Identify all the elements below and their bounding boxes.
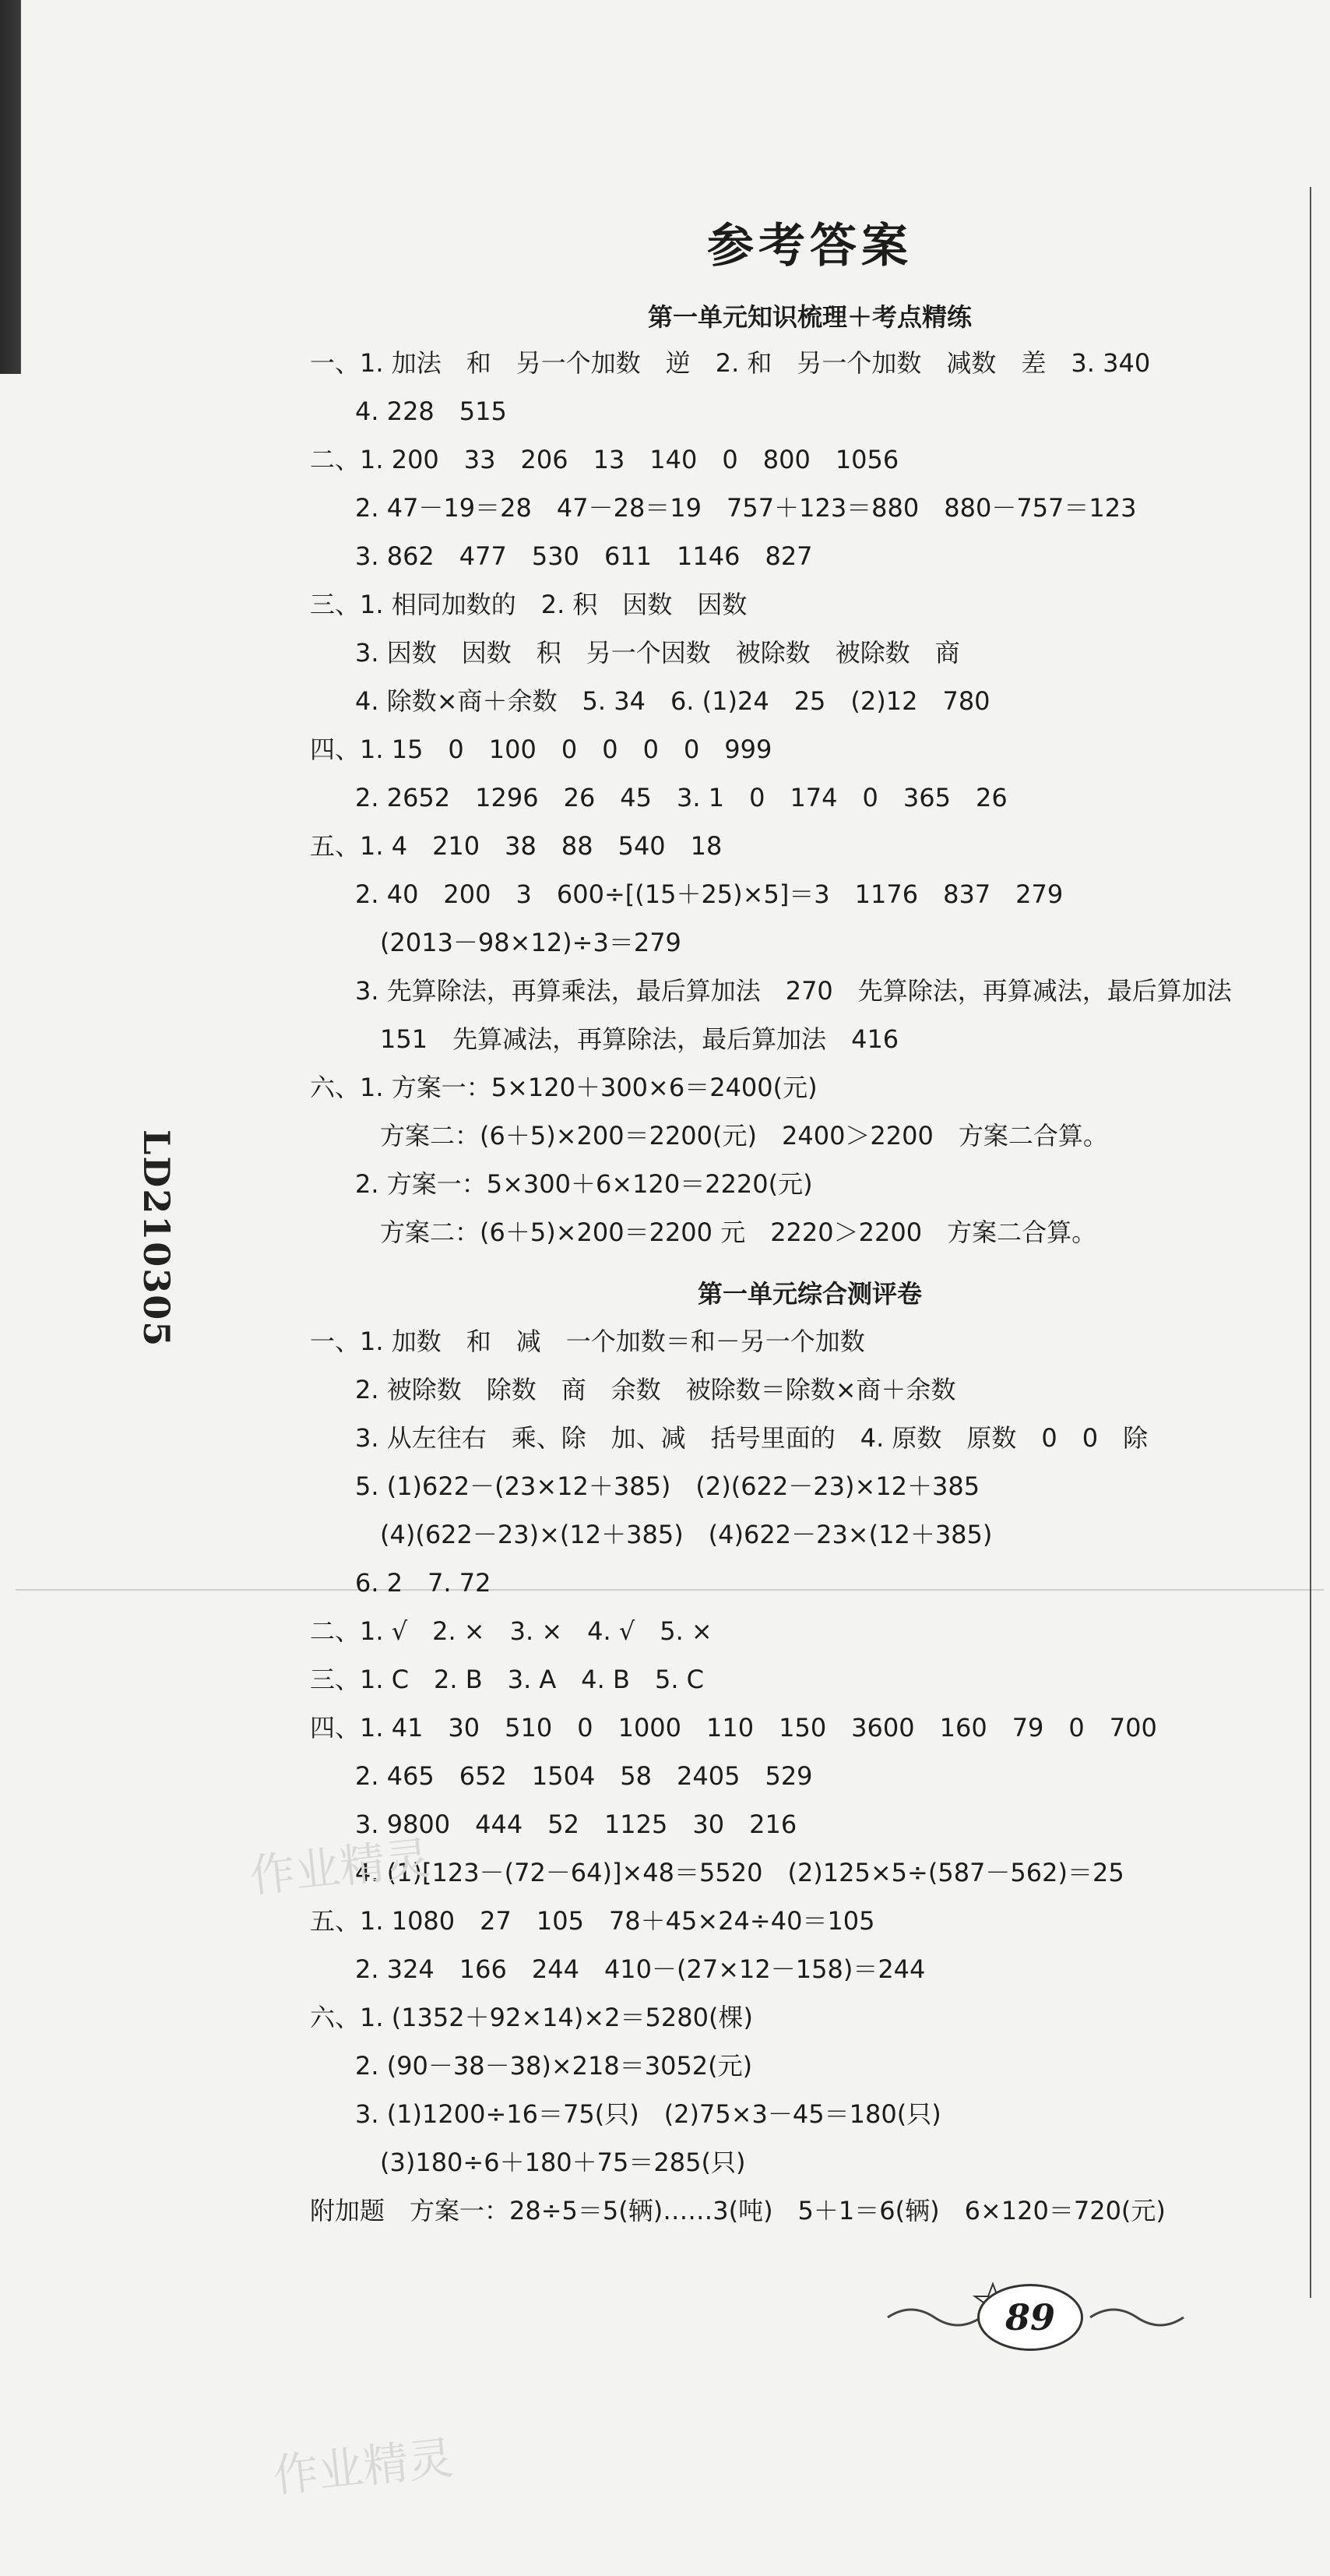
answer-line: 六、1. (1352＋92×14)×2＝5280(棵) (310, 2003, 753, 2032)
answer-line: (4)(622－23)×(12＋385) (4)622－23×(12＋385) (380, 1520, 993, 1549)
answer-line: 方案二：(6＋5)×200＝2200(元) 2400＞2200 方案二合算。 (380, 1121, 1108, 1151)
page-number: 89 (977, 2284, 1083, 2351)
answer-line: 四、1. 15 0 100 0 0 0 0 999 (310, 735, 772, 764)
answer-line: 2. 2652 1296 26 45 3. 1 0 174 0 365 26 (355, 783, 1008, 812)
answer-line: 六、1. 方案一：5×120＋300×6＝2400(元) (310, 1073, 818, 1102)
answer-line: (2013－98×12)÷3＝279 (380, 928, 681, 957)
answer-line: 四、1. 41 30 510 0 1000 110 150 3600 160 79 0 700 (310, 1713, 1157, 1743)
answer-line: 2. 465 652 1504 58 2405 529 (355, 1761, 813, 1791)
side-code: LD210305 (135, 1129, 178, 1348)
answer-line: 2. 40 200 3 600÷[(15＋25)×5]＝3 1176 837 279 (355, 879, 1064, 909)
page-title: 参考答案 (707, 219, 913, 273)
answer-line: 五、1. 1080 27 105 78＋45×24÷40＝105 (310, 1906, 875, 1936)
section-heading-1: 第一单元知识梳理＋考点精练 (647, 302, 972, 332)
answer-line: 三、1. 相同加数的 2. 积 因数 因数 (310, 590, 748, 619)
answer-line: 二、1. √ 2. × 3. × 4. √ 5. × (310, 1616, 712, 1646)
answer-line: 4. 228 515 (355, 396, 507, 426)
answer-line: 4. 除数×商＋余数 5. 34 6. (1)24 25 (2)12 780 (355, 686, 990, 716)
right-margin-rule (1310, 187, 1311, 2298)
answer-line: 三、1. C 2. B 3. A 4. B 5. C (310, 1665, 705, 1694)
answer-line: 3. 862 477 530 611 1146 827 (355, 541, 813, 571)
answer-line: 方案二：(6＋5)×200＝2200 元 2220＞2200 方案二合算。 (380, 1218, 1097, 1247)
answer-line: 3. (1)1200÷16＝75(只) (2)75×3－45＝180(只) (355, 2099, 941, 2129)
answer-line: 2. 被除数 除数 商 余数 被除数＝除数×商＋余数 (355, 1375, 956, 1404)
fold-line (16, 1589, 1324, 1591)
answer-line: 5. (1)622－(23×12＋385) (2)(622－23)×12＋385 (355, 1471, 980, 1501)
answer-line: 2. 方案一：5×300＋6×120＝2220(元) (355, 1169, 813, 1199)
answer-line: 一、1. 加法 和 另一个加数 逆 2. 和 另一个加数 减数 差 3. 340 (310, 348, 1151, 378)
answer-line: 2. 324 166 244 410－(27×12－158)＝244 (355, 1954, 926, 1984)
answer-line: 3. 因数 因数 积 另一个因数 被除数 被除数 商 (355, 638, 960, 668)
answer-line: 五、1. 4 210 38 88 540 18 (310, 831, 723, 861)
answer-line: 151 先算减法，再算除法，最后算加法 416 (380, 1024, 899, 1054)
answer-line: (3)180÷6＋180＋75＝285(只) (380, 2148, 746, 2177)
answer-line: 3. 从左往右 乘、除 加、减 括号里面的 4. 原数 原数 0 0 除 (355, 1423, 1149, 1453)
answer-line: 2. 47－19＝28 47－28＝19 757＋123＝880 880－757＝123 (355, 493, 1137, 523)
section-heading-2: 第一单元综合测评卷 (697, 1279, 922, 1309)
answer-line: 一、1. 加数 和 减 一个加数＝和－另一个加数 (310, 1327, 865, 1356)
answer-line: 2. (90－38－38)×218＝3052(元) (355, 2051, 753, 2081)
watermark: 作业精灵 (270, 2431, 456, 2503)
answer-line: 4. (1)[123－(72－64)]×48＝5520 (2)125×5÷(587－562)＝25 (355, 1858, 1124, 1887)
answer-line: 3. 先算除法，再算乘法，最后算加法 270 先算除法，再算减法，最后算加法 (355, 976, 1232, 1006)
answer-line: 附加题 方案一：28÷5＝5(辆)……3(吨) 5＋1＝6(辆) 6×120＝720(元) (310, 2196, 1166, 2225)
answer-line: 3. 9800 444 52 1125 30 216 (355, 1810, 797, 1839)
answer-line: 6. 2 7. 72 (355, 1568, 491, 1598)
watermark: 作业精灵 (247, 1831, 433, 1903)
answer-line: 二、1. 200 33 206 13 140 0 800 1056 (310, 445, 899, 474)
